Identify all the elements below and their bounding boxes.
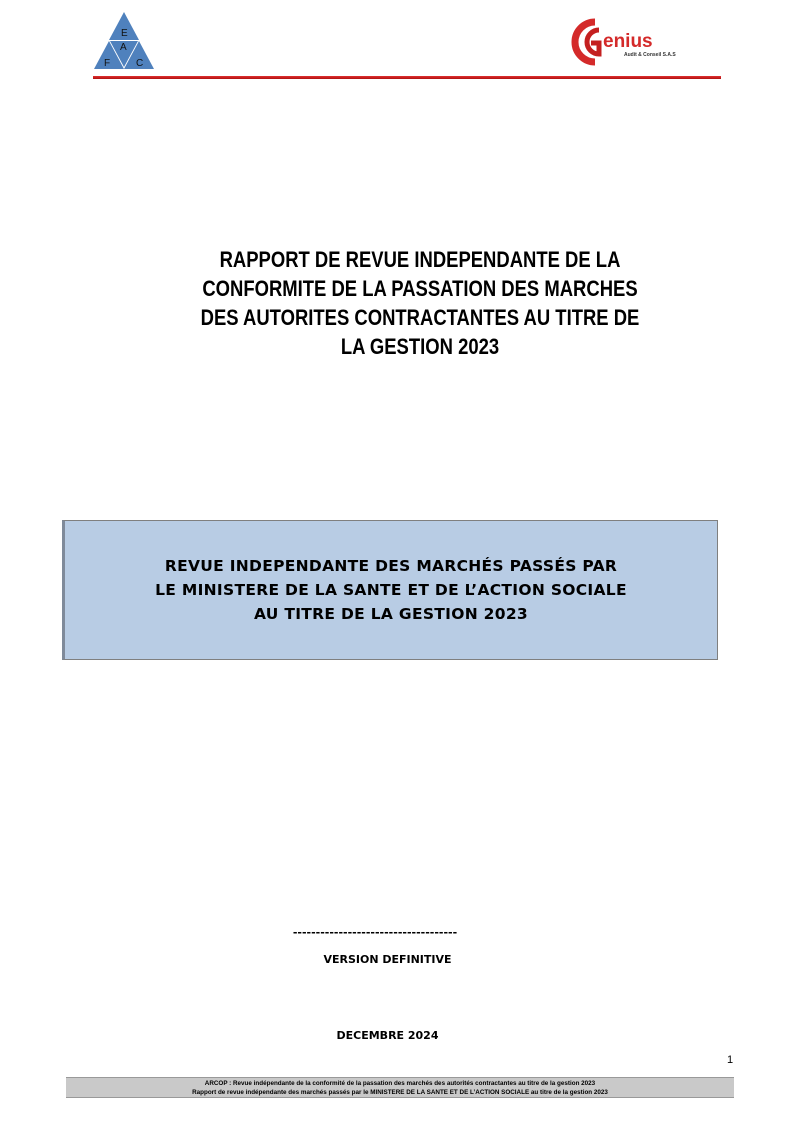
svg-text:F: F xyxy=(104,58,111,69)
svg-text:Audit & Conseil S.A.S: Audit & Conseil S.A.S xyxy=(624,52,676,58)
page-footer xyxy=(66,1077,734,1098)
subtitle-line: LE MINISTERE DE LA SANTE ET DE L’ACTION SOCIALE xyxy=(155,581,627,599)
title-line: DES AUTORITES CONTRACTANTES AU TITRE DE xyxy=(200,305,640,330)
footer-line-2: Rapport de revue indépendante des marchés passés par le MINISTERE DE LA SANTE ET DE L’ACTION SOCIALE au titre de la gestion 2023 xyxy=(192,1088,608,1096)
genius-logo xyxy=(565,16,685,66)
subtitle-line: REVUE INDEPENDANTE DES MARCHÉS PASSÉS PAR xyxy=(164,557,618,575)
eafc-logo xyxy=(94,12,154,70)
version-label: VERSION DEFINITIVE xyxy=(323,953,452,966)
subtitle-box xyxy=(62,520,718,660)
separator: ------------------------------------ xyxy=(292,926,458,939)
title-line: RAPPORT DE REVUE INDEPENDANTE DE LA xyxy=(219,247,621,272)
header-rule xyxy=(93,76,721,79)
footer-line-1: ARCOP : Revue indépendante de la conformité de la passation des marchés des autorités contractantes au titre de la gestion 2023 xyxy=(204,1080,596,1087)
subtitle-line: AU TITRE DE LA GESTION 2023 xyxy=(253,605,529,623)
svg-text:C: C xyxy=(136,58,144,69)
title-line: CONFORMITE DE LA PASSATION DES MARCHES xyxy=(202,276,638,301)
report-date: DECEMBRE 2024 xyxy=(336,1029,439,1042)
report-title xyxy=(150,245,690,361)
svg-text:A: A xyxy=(120,42,127,53)
svg-text:enius: enius xyxy=(603,31,653,52)
svg-text:E: E xyxy=(121,28,128,39)
page-number: 1 xyxy=(727,1054,734,1066)
title-line: LA GESTION 2023 xyxy=(340,334,500,359)
